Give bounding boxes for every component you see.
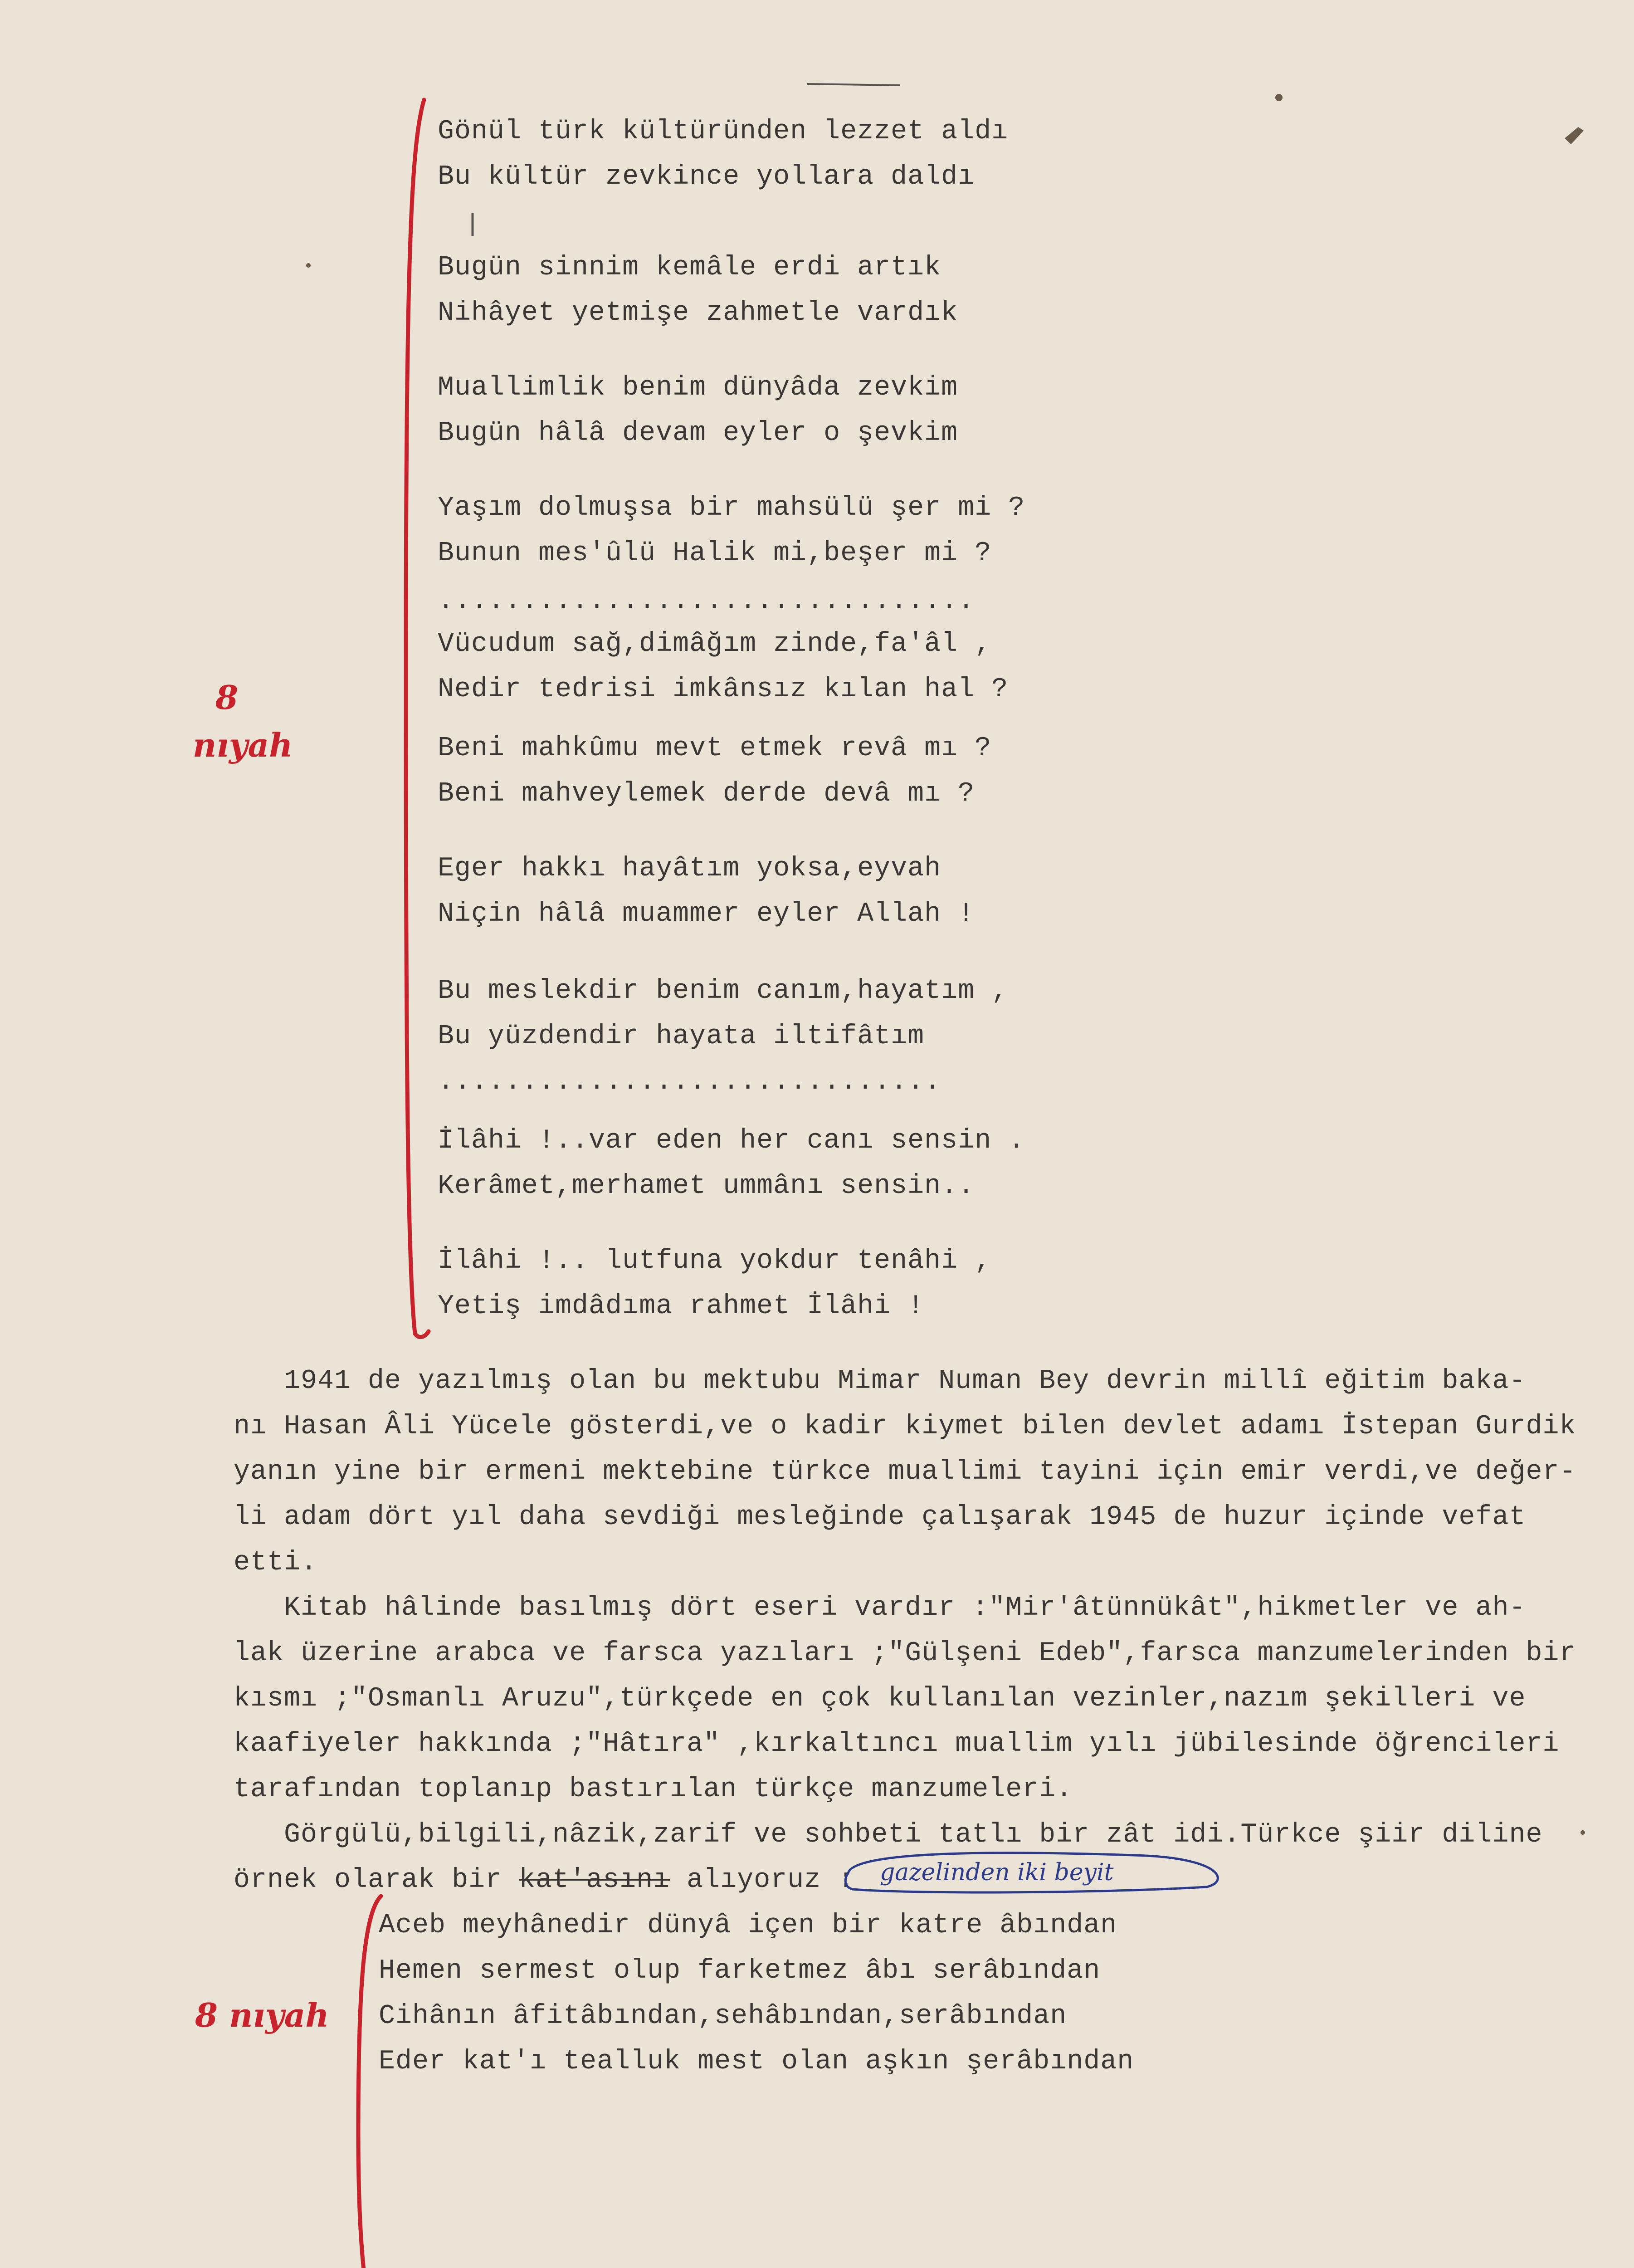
red-margin-bracket-2 [358,1896,381,2268]
prose-line: Kitab hâlinde basılmış dört eseri vardır :"Mir'âtünnükât",hikmetler ve ah- [234,1593,1526,1623]
poem-line: Bu kültür zevkince yollara daldı [438,161,975,192]
handwritten-insert-note: gazelinden iki beyit [880,1859,1114,1886]
prose-line: tarafından toplanıp bastırılan türkçe manzumeleri. [234,1774,1073,1805]
poem-line: Beni mahkûmu mevt etmek revâ mı ? [438,733,992,764]
blue-ink-oval [845,1853,1218,1892]
poem-line: Vücudum sağ,dimâğım zinde,fa'âl , [438,629,992,660]
ink-speck [306,263,311,268]
prose-line: lak üzerine arabca ve farsca yazıları ;"Gülşeni Edeb",farsca manzumelerinden bir [234,1638,1576,1669]
prose-line: etti. [234,1547,318,1578]
poem-line: Bugün sinnim kemâle erdi artık [438,252,941,283]
prose-line: kısmı ;"Osmanlı Aruzu",türkçede en çok kullanılan vezinler,nazım şekilleri ve [234,1683,1526,1714]
red-margin-bracket-1 [406,100,429,1337]
struck-word: kat'asını [519,1865,670,1896]
verse-line: Cihânın âfitâbından,sehâbından,serâbından [379,2001,1067,2032]
prose-line: Görgülü,bilgili,nâzik,zarif ve sohbeti tatlı bir zât idi.Türkce şiir diline [234,1819,1543,1850]
poem-line: Nedir tedrisi imkânsız kılan hal ? [438,674,1009,705]
ink-blot [1565,127,1584,144]
poem-line: Bunun mes'ûlü Halik mi,beşer mi ? [438,538,992,569]
prose-line: nı Hasan Âli Yücele gösterdi,ve o kadir kiymet bilen devlet adamı İstepan Gurdik [234,1411,1576,1442]
poem-line: Yetiş imdâdıma rahmet İlâhi ! [438,1291,925,1322]
poem-line: Muallimlik benim dünyâda zevkim [438,372,958,403]
poem-line: Eger hakkı hayâtım yoksa,eyvah [438,853,941,884]
poem-line: Bu yüzdendir hayata iltifâtım [438,1021,925,1052]
verse-line: Aceb meyhânedir dünyâ içen bir katre âbından [379,1910,1117,1941]
prose-line: kaafiyeler hakkında ;"Hâtıra" ,kırkaltıncı muallim yılı jübilesinde öğrencileri [234,1729,1560,1760]
prose-last-line-start: örnek olarak bir [234,1865,519,1896]
poem-line: Beni mahveylemek derde devâ mı ? [438,778,975,809]
poem-line: İlâhi !..var eden her canı sensin . [438,1125,1025,1156]
poem-line: Bu meslekdir benim canım,hayatım , [438,976,1009,1007]
prose-line: 1941 de yazılmış olan bu mektubu Mimar Numan Bey devrin millî eğitim baka- [234,1366,1526,1397]
poem-line: Kerâmet,merhamet ummânı sensin.. [438,1171,975,1202]
ink-speck [1275,94,1283,101]
poem-line: Gönül türk kültüründen lezzet aldı [438,116,1009,147]
verse-line: Hemen sermest olup farketmez âbı serâbından [379,1955,1101,1986]
poem-dotted-line: ................................ [438,586,975,616]
poem-dotted-line: .............................. [438,1066,941,1097]
margin-note-word: nıyah [193,726,293,764]
verse-line: Eder kat'ı tealluk mest olan aşkın şerâbından [379,2046,1134,2077]
margin-note-number: 8 [215,678,239,717]
prose-line: li adam dört yıl daha sevdiği mesleğinde çalışarak 1945 de huzur içinde vefat [234,1502,1526,1533]
prose-line: yanın yine bir ermeni mektebine türkce muallimi tayini için emir verdi,ve değer- [234,1457,1576,1487]
ink-speck [1580,1830,1585,1835]
poem-line: Nihâyet yetmişe zahmetle vardık [438,298,958,328]
poem-line: Niçin hâlâ muammer eyler Allah ! [438,899,975,929]
poem-line: Yaşım dolmuşsa bir mahsülü şer mi ? [438,493,1025,523]
prose-last-line-end: alıyoruz : [670,1865,855,1896]
poem-line: İlâhi !.. lutfuna yokdur tenâhi , [438,1246,992,1276]
poem-line: Bugün hâlâ devam eyler o şevkim [438,418,958,449]
pen-mark [807,84,900,85]
margin-note-2: 8 nıyah [195,1996,329,2034]
